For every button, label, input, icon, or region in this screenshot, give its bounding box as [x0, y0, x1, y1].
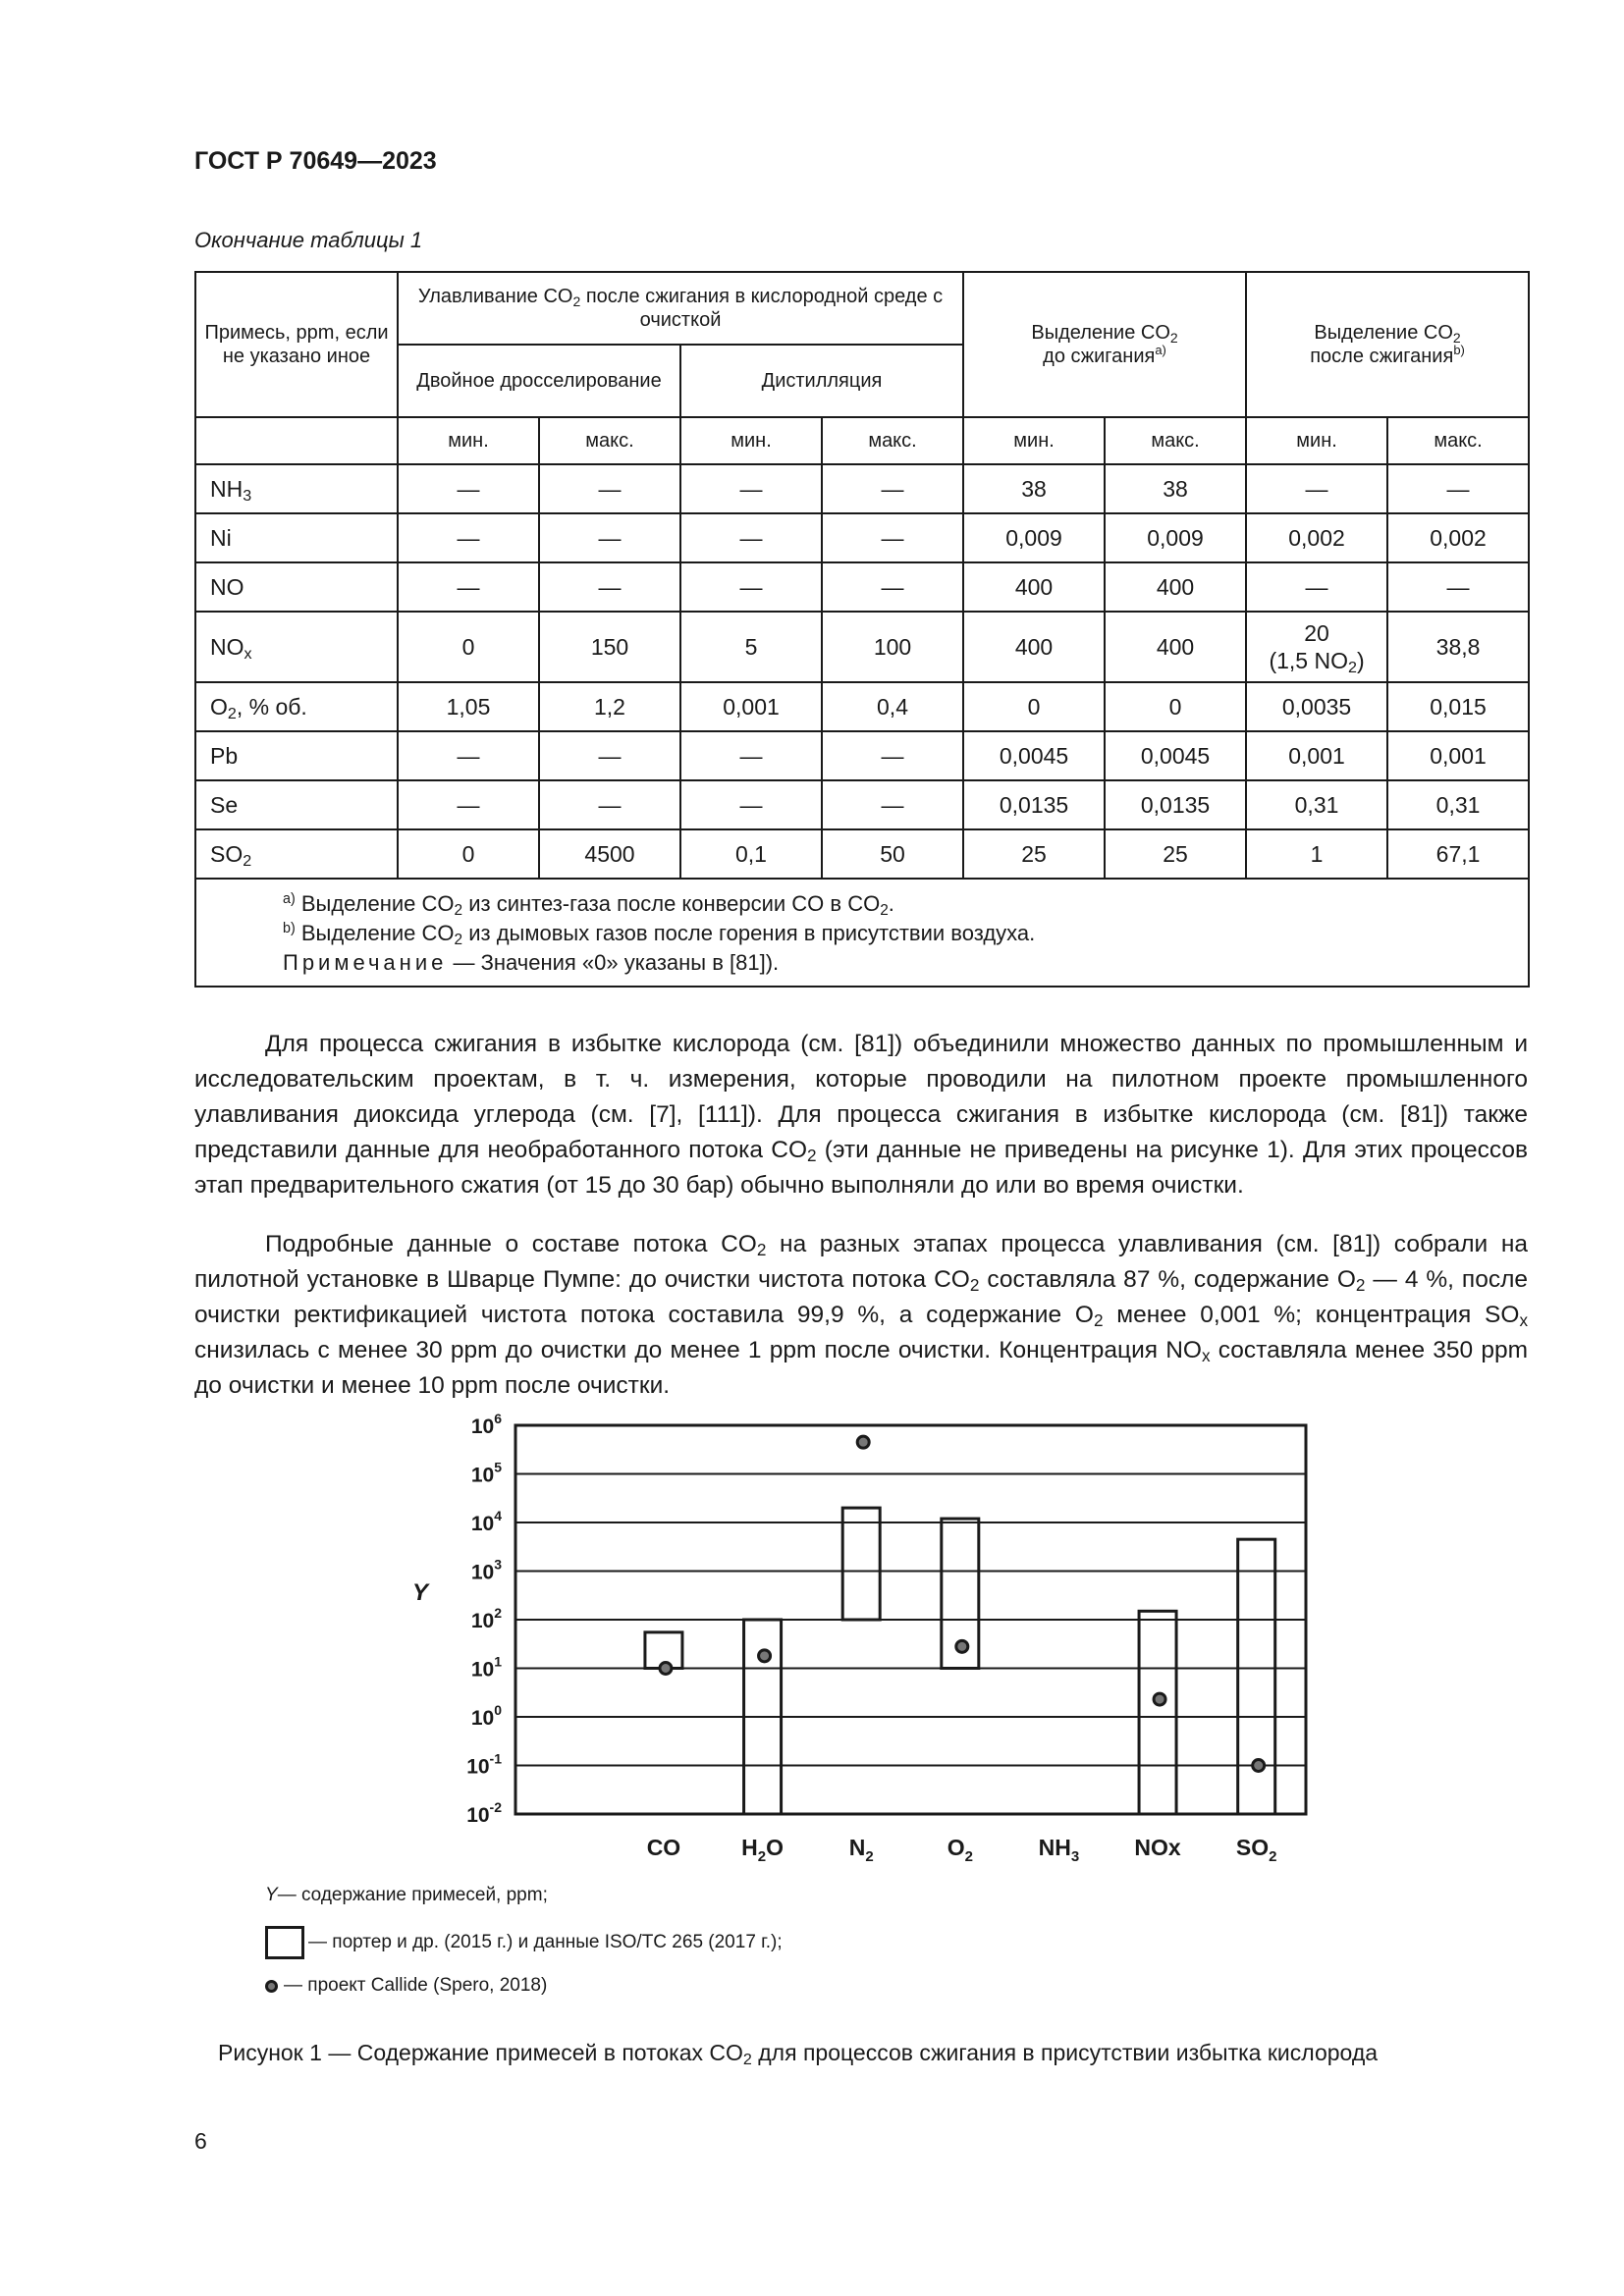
table-cell: 20 (1,5 $NO_2$)	[1246, 612, 1387, 682]
table-cell: —	[1387, 464, 1529, 513]
table-cell: 38	[963, 464, 1105, 513]
table-cell: —	[822, 513, 963, 562]
table-row	[195, 829, 1529, 879]
table-cell: 0	[963, 682, 1105, 731]
table-cell: 25	[963, 829, 1105, 879]
table-cell: 0,001	[1246, 731, 1387, 780]
box-swatch	[265, 1926, 304, 1959]
table-row	[195, 682, 1529, 731]
table-cell: 0,001	[1387, 731, 1529, 780]
table-cell: —	[398, 464, 539, 513]
document-code: ГОСТ Р 70649—2023	[194, 147, 437, 175]
table-cell: 0,009	[1105, 513, 1246, 562]
figure-caption: Рисунок 1 — Содержание примесей в потоках $CO_2$ для процессов сжигания в присутствии избытка кислорода	[218, 2040, 1379, 2068]
legend-dot-series: — проект Callide (Spero, 2018)	[265, 1975, 547, 1997]
data-point	[759, 1650, 771, 1662]
max-header: макс.	[539, 417, 680, 464]
table-cell: 0,002	[1387, 513, 1529, 562]
paragraph-2: Подробные данные о составе потока $CO_2$ на разных этапах процесса улавливания (см. [81]) собрали на пилотной установке в Шварце Пумпе: до очистки чистота потока $CO_2$ составляла 87 %, содержание $O_2$ — 4 %, после очистки ректификацией чистота потока составила 99,9 %, а содержание $O_2$ менее 0,001 %; концентрация $SO_x$ снизилась с менее 30 ppm до очистки до менее 1 ppm после очистки. Концентрация $NO_x$ составляла менее 350 ppm до очистки и менее 10 ppm после очистки.	[194, 1231, 1529, 1399]
y-tick-label: $10^5$	[470, 1459, 502, 1487]
range-box	[1139, 1611, 1176, 1814]
range-box	[842, 1508, 880, 1620]
table-cell: 0,0045	[963, 731, 1105, 780]
max-header: макс.	[822, 417, 963, 464]
x-category-label: $N_2$	[848, 1835, 874, 1865]
table-cell: 0,002	[1246, 513, 1387, 562]
table-cell: —	[539, 731, 680, 780]
y-tick-label: $10^0$	[470, 1702, 502, 1730]
table-cell: —	[1246, 464, 1387, 513]
legend-y: Y — содержание примесей, ppm;	[265, 1885, 548, 1905]
table-row	[195, 464, 1529, 513]
data-point	[1154, 1693, 1165, 1705]
y-tick-label: $10^2$	[470, 1605, 502, 1632]
impurity-name: Se	[195, 780, 398, 829]
note-general: Примечание — Значения «0» указаны в [81]).	[283, 950, 780, 975]
oxy-header: Улавливание $CO_2$ после сжигания в кислородной среде с очисткой	[398, 272, 963, 345]
table-cell: 1,2	[539, 682, 680, 731]
data-point	[857, 1436, 869, 1448]
table-cell: 38,8	[1387, 612, 1529, 682]
pre-combustion-header: Выделение $CO_2$ до сжигания$^{a)}$	[963, 272, 1246, 417]
table-cell: —	[539, 562, 680, 612]
table-row	[195, 562, 1529, 612]
table-cell: 150	[539, 612, 680, 682]
table-cell: 0,009	[963, 513, 1105, 562]
table-cell: —	[822, 562, 963, 612]
y-tick-label: $10^4$	[470, 1508, 502, 1535]
table-cell: —	[680, 780, 822, 829]
table-cell: —	[1387, 562, 1529, 612]
table-caption: Окончание таблицы 1	[194, 228, 423, 252]
table-cell: —	[680, 513, 822, 562]
table-cell: 1,05	[398, 682, 539, 731]
data-point	[660, 1663, 672, 1675]
dot-swatch	[265, 1980, 278, 1993]
x-category-label: NOx	[1134, 1835, 1181, 1860]
x-category-label: $O_2$	[947, 1835, 973, 1865]
data-point	[1253, 1760, 1265, 1772]
table-cell: 38	[1105, 464, 1246, 513]
distillation-header: Дистилляция	[680, 345, 963, 417]
data-point	[956, 1640, 968, 1652]
table-cell: —	[680, 562, 822, 612]
double-throttling-header: Двойное дросселирование	[398, 345, 680, 417]
table-cell: —	[680, 464, 822, 513]
table-cell: 50	[822, 829, 963, 879]
impurity-name: NO	[195, 562, 398, 612]
table-cell: 0,0035	[1246, 682, 1387, 731]
table-cell: 67,1	[1387, 829, 1529, 879]
min-header: мин.	[398, 417, 539, 464]
table-cell: 100	[822, 612, 963, 682]
legend-box-series: — портер и др. (2015 г.) и данные ISO/TC 265 (2017 г.);	[265, 1926, 783, 1959]
table-cell: 0,0135	[963, 780, 1105, 829]
table-cell: 25	[1105, 829, 1246, 879]
table-cell: 400	[963, 612, 1105, 682]
table-cell: —	[680, 731, 822, 780]
table-row	[195, 513, 1529, 562]
table-cell: 1	[1246, 829, 1387, 879]
table-cell: 4500	[539, 829, 680, 879]
header-spacer	[195, 417, 398, 464]
impurity-name: Ni	[195, 513, 398, 562]
table-cell: —	[398, 562, 539, 612]
table-cell: —	[398, 513, 539, 562]
y-tick-label: $10^6$	[470, 1411, 502, 1438]
table-cell: 0,1	[680, 829, 822, 879]
table-row	[195, 780, 1529, 829]
paragraph-1: Для процесса сжигания в избытке кислорода (см. [81]) объединили множество данных по промышленным и исследовательским проектам, в т. ч. измерения, которые проводили на пилотном проекте промышленного улавливания диоксида углерода (см. [7], [111]). Для процесса сжигания в избытке кислорода (см. [81]) также представили данные для необработанного потока $CO_2$ (эти данные не приведены на рисунке 1). Для этих процессов этап предварительного сжатия (от 15 до 30 бар) обычно выполняли до или во время очистки.	[194, 1031, 1528, 1199]
impurity-name: $SO_2$	[195, 829, 398, 879]
table-cell: 0,015	[1387, 682, 1529, 731]
table-cell: 0	[1105, 682, 1246, 731]
y-tick-label: $10^{-1}$	[466, 1750, 502, 1779]
table-cell: 0,001	[680, 682, 822, 731]
max-header: макс.	[1387, 417, 1529, 464]
min-header: мин.	[680, 417, 822, 464]
x-category-label: $H_2O$	[741, 1835, 784, 1865]
impurity-header: Примесь, ppm, если не указано иное	[195, 272, 398, 417]
table-cell: —	[539, 513, 680, 562]
x-category-label: $SO_2$	[1235, 1835, 1277, 1865]
range-box	[1238, 1539, 1275, 1814]
table-cell: —	[398, 731, 539, 780]
impurity-name: $NO_x$	[195, 612, 398, 682]
post-combustion-header: Выделение $CO_2$ после сжигания$^{b)}$	[1246, 272, 1529, 417]
table-cell: —	[1246, 562, 1387, 612]
table-cell: 0,31	[1387, 780, 1529, 829]
table-cell: 0,31	[1246, 780, 1387, 829]
y-axis-label: Y	[412, 1579, 429, 1606]
x-category-label: $NH_3$	[1038, 1835, 1080, 1865]
table-cell: —	[539, 780, 680, 829]
max-header: макс.	[1105, 417, 1246, 464]
table-cell: 5	[680, 612, 822, 682]
impurity-chart	[393, 1404, 1316, 1865]
x-category-label: CO	[646, 1835, 681, 1860]
table-notes	[195, 879, 1529, 987]
impurity-name: $NH_3$	[195, 464, 398, 513]
impurity-table	[194, 271, 1530, 988]
table-cell: —	[539, 464, 680, 513]
table-cell: —	[822, 464, 963, 513]
table-row	[195, 612, 1529, 682]
page-number: 6	[194, 2128, 207, 2154]
table-cell: 400	[1105, 562, 1246, 612]
y-tick-label: $10^1$	[470, 1653, 502, 1682]
table-cell: 0,4	[822, 682, 963, 731]
table-cell: 0,0135	[1105, 780, 1246, 829]
table-cell: —	[822, 731, 963, 780]
note-b: $^{b)}$ Выделение $CO_2$ из дымовых газов после горения в присутствии воздуха.	[283, 921, 1036, 948]
table-cell: —	[398, 780, 539, 829]
impurity-name: Pb	[195, 731, 398, 780]
table-cell: 0	[398, 612, 539, 682]
min-header: мин.	[963, 417, 1105, 464]
y-tick-label: $10^3$	[470, 1556, 502, 1584]
table-cell: 0	[398, 829, 539, 879]
impurity-name: $O_2$, % об.	[195, 682, 398, 731]
table-cell: 400	[963, 562, 1105, 612]
table-row	[195, 731, 1529, 780]
table-cell: 400	[1105, 612, 1246, 682]
y-tick-label: $10^{-2}$	[466, 1799, 502, 1827]
table-cell: —	[822, 780, 963, 829]
note-a: $^{a)}$ Выделение $CO_2$ из синтез-газа после конверсии CO в $CO_2$.	[283, 891, 894, 919]
min-header: мин.	[1246, 417, 1387, 464]
table-cell: 0,0045	[1105, 731, 1246, 780]
